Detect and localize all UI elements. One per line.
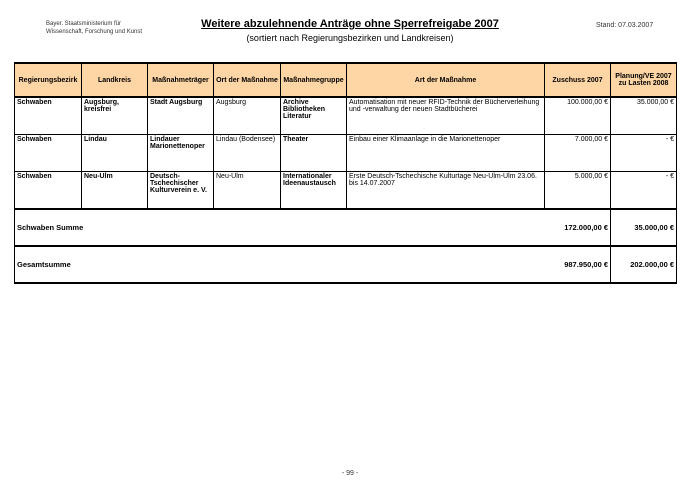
- table-header-row: [15, 63, 677, 97]
- document-title-block: [0, 18, 700, 43]
- subtotal-label: Schwaben Summe: [15, 209, 148, 246]
- table-row: [15, 172, 677, 210]
- cell-planung: - €: [611, 135, 677, 172]
- column-header: Regierungsbezirk: [15, 63, 82, 97]
- cell-traeger: Deutsch-Tschechischer Kulturverein e. V.: [148, 172, 214, 210]
- grand-total-zuschuss: 987.950,00 €: [545, 246, 611, 283]
- cell-ort: Neu-Ulm: [214, 172, 281, 210]
- antraege-table: [14, 62, 677, 284]
- cell-traeger: Stadt Augsburg: [148, 97, 214, 135]
- column-header: Landkreis: [82, 63, 148, 97]
- subtotal-row: [15, 209, 677, 246]
- cell-ort: Lindau (Bodensee): [214, 135, 281, 172]
- subtotal-planung: 35.000,00 €: [611, 209, 677, 246]
- column-header: Maßnahmeträger: [148, 63, 214, 97]
- cell-planung: - €: [611, 172, 677, 210]
- cell-landkreis: Neu-Ulm: [82, 172, 148, 210]
- ministry-line-2: Wissenschaft, Forschung und Kunst: [46, 28, 143, 35]
- grand-total-planung: 202.000,00 €: [611, 246, 677, 283]
- ministry-line-1: Bayer. Staatsministerium für: [46, 21, 122, 27]
- cell-art: Erste Deutsch-Tschechische Kulturtage Neu-Ulm-Ulm 23.06. bis 14.07.2007: [347, 172, 545, 210]
- grand-total-label: Gesamtsumme: [15, 246, 148, 283]
- subtotal-zuschuss: 172.000,00 €: [545, 209, 611, 246]
- table-row: [15, 97, 677, 135]
- cell-bezirk: Schwaben: [15, 97, 82, 135]
- cell-landkreis: Augsburg, kreisfrei: [82, 97, 148, 135]
- date-stamp: Stand: 07.03.2007: [596, 22, 654, 29]
- cell-planung: 35.000,00 €: [611, 97, 677, 135]
- grand-total-row: [15, 246, 677, 283]
- table-row: [15, 135, 677, 172]
- cell-gruppe: Archive Bibliotheken Literatur: [281, 97, 347, 135]
- column-header: Zuschuss 2007: [545, 63, 611, 97]
- cell-zuschuss: 5.000,00 €: [545, 172, 611, 210]
- cell-ort: Augsburg: [214, 97, 281, 135]
- cell-zuschuss: 7.000,00 €: [545, 135, 611, 172]
- cell-zuschuss: 100.000,00 €: [545, 97, 611, 135]
- page-number: - 99 -: [341, 470, 359, 477]
- cell-landkreis: Lindau: [82, 135, 148, 172]
- grand-total-spacer: [148, 246, 545, 283]
- cell-gruppe: Theater: [281, 135, 347, 172]
- cell-art: Automatisation mit neuer RFID-Technik der Bücherverleihung und -verwaltung der neuen Stadtbücherei: [347, 97, 545, 135]
- cell-gruppe: Internationaler Ideenaustausch: [281, 172, 347, 210]
- cell-bezirk: Schwaben: [15, 135, 82, 172]
- cell-art: Einbau einer Klimaanlage in die Marionettenoper: [347, 135, 545, 172]
- document-subtitle: (sortiert nach Regierungsbezirken und Landkreisen): [246, 33, 454, 43]
- column-header: Planung/VE 2007 zu Lasten 2008: [611, 63, 677, 97]
- subtotal-spacer: [148, 209, 545, 246]
- cell-traeger: Lindauer Marionettenoper: [148, 135, 214, 172]
- column-header: Maßnahmegruppe: [281, 63, 347, 97]
- column-header: Art der Maßnahme: [347, 63, 545, 97]
- column-header: Ort der Maßnahme: [214, 63, 281, 97]
- document-title: Weitere abzulehnende Anträge ohne Sperrefreigabe 2007: [201, 18, 499, 30]
- cell-bezirk: Schwaben: [15, 172, 82, 210]
